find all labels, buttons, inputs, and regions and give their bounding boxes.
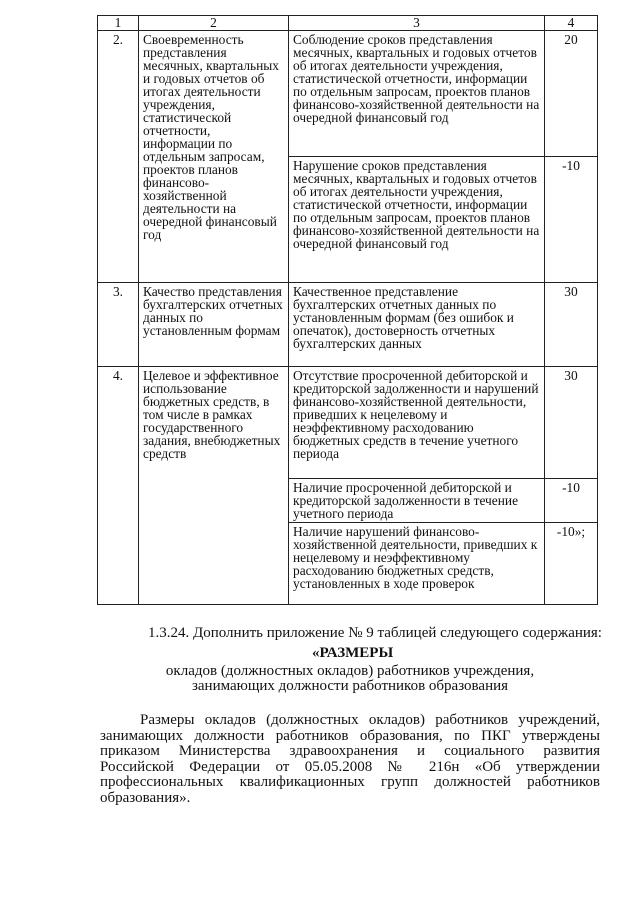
column-header-1: 1 [98,16,139,31]
criterion-cell: Целевое и эффективное использование бюджетных средств, в том числе в рамках государственного задания, внебюджетных средств [139,367,289,605]
table-row [98,367,598,479]
score-cell: -10 [545,157,598,283]
indicator-cell: Наличие нарушений финансово-хозяйственной деятельности, приведших к нецелевому и неэффективному расходованию бюджетных средств, установленных в ходе проверок [289,523,545,605]
row-number: 2. [98,31,139,283]
criterion-cell: Своевременность представления месячных, квартальных и годовых отчетов об итогах деятельности учреждения, статистической отчетности, информации по отдельным запросам, проектов планов финансово-хозяйственной деятельности на очередной финансовый год [139,31,289,283]
subtitle-line: окладов (должностных окладов) работников учреждения, [165,663,535,679]
column-header-2: 2 [139,16,289,31]
score-cell: 20 [545,31,598,157]
indicator-cell: Соблюдение сроков представления месячных, квартальных и годовых отчетов об итогах деятельности учреждения, статистической отчетности, информации по отдельным запросам, проектов планов финансово-хозяйственной деятельности на очередной финансовый год [289,31,545,157]
score-cell: 30 [545,367,598,479]
criterion-cell: Качество представления бухгалтерских отчетных данных по установленным формам [139,283,289,367]
indicator-cell: Отсутствие просроченной дебиторской и кредиторской задолженности и нарушений финансово-хозяйственной деятельности, приведших к нецелевому и неэффективному расходованию бюджетных средств в течение учетного периода [289,367,545,479]
document-subtitle [100,664,600,694]
column-header-3: 3 [289,16,545,31]
document-title: «РАЗМЕРЫ [312,645,394,661]
section-heading: 1.3.24. Дополнить приложение № 9 таблицей следующего содержания: [148,625,602,641]
indicator-cell: Нарушение сроков представления месячных, квартальных и годовых отчетов об итогах деятельности учреждения, статистической отчетности, информации по отдельным запросам, проектов планов финансово-хозяйственной деятельности на очередной финансовый год [289,157,545,283]
indicator-cell: Наличие просроченной дебиторской и кредиторской задолженности в течение учетного периода [289,479,545,523]
body-paragraph: Размеры окладов (должностных окладов) работников учреждений, занимающих должности работников образования, по ПКГ утверждены приказом Министерства здравоохранения и социального развития Российской Федерации от 05.05.2008 № 216н «Об утверждении профессиональных квалификационных групп должностей работников образования». [100,712,600,806]
table-row [98,31,598,157]
table-header-row [98,16,598,31]
score-cell: -10 [545,479,598,523]
row-number: 4. [98,367,139,605]
row-number: 3. [98,283,139,367]
table-row [98,283,598,367]
indicator-cell: Качественное представление бухгалтерских отчетных данных по установленным формам (без ошибок и опечаток), достоверность отчетных бухгалтерских данных [289,283,545,367]
score-cell: 30 [545,283,598,367]
score-cell: -10»; [545,523,598,605]
subtitle-line: занимающих должности работников образования [191,678,509,694]
column-header-4: 4 [545,16,598,31]
criteria-table [97,15,598,605]
